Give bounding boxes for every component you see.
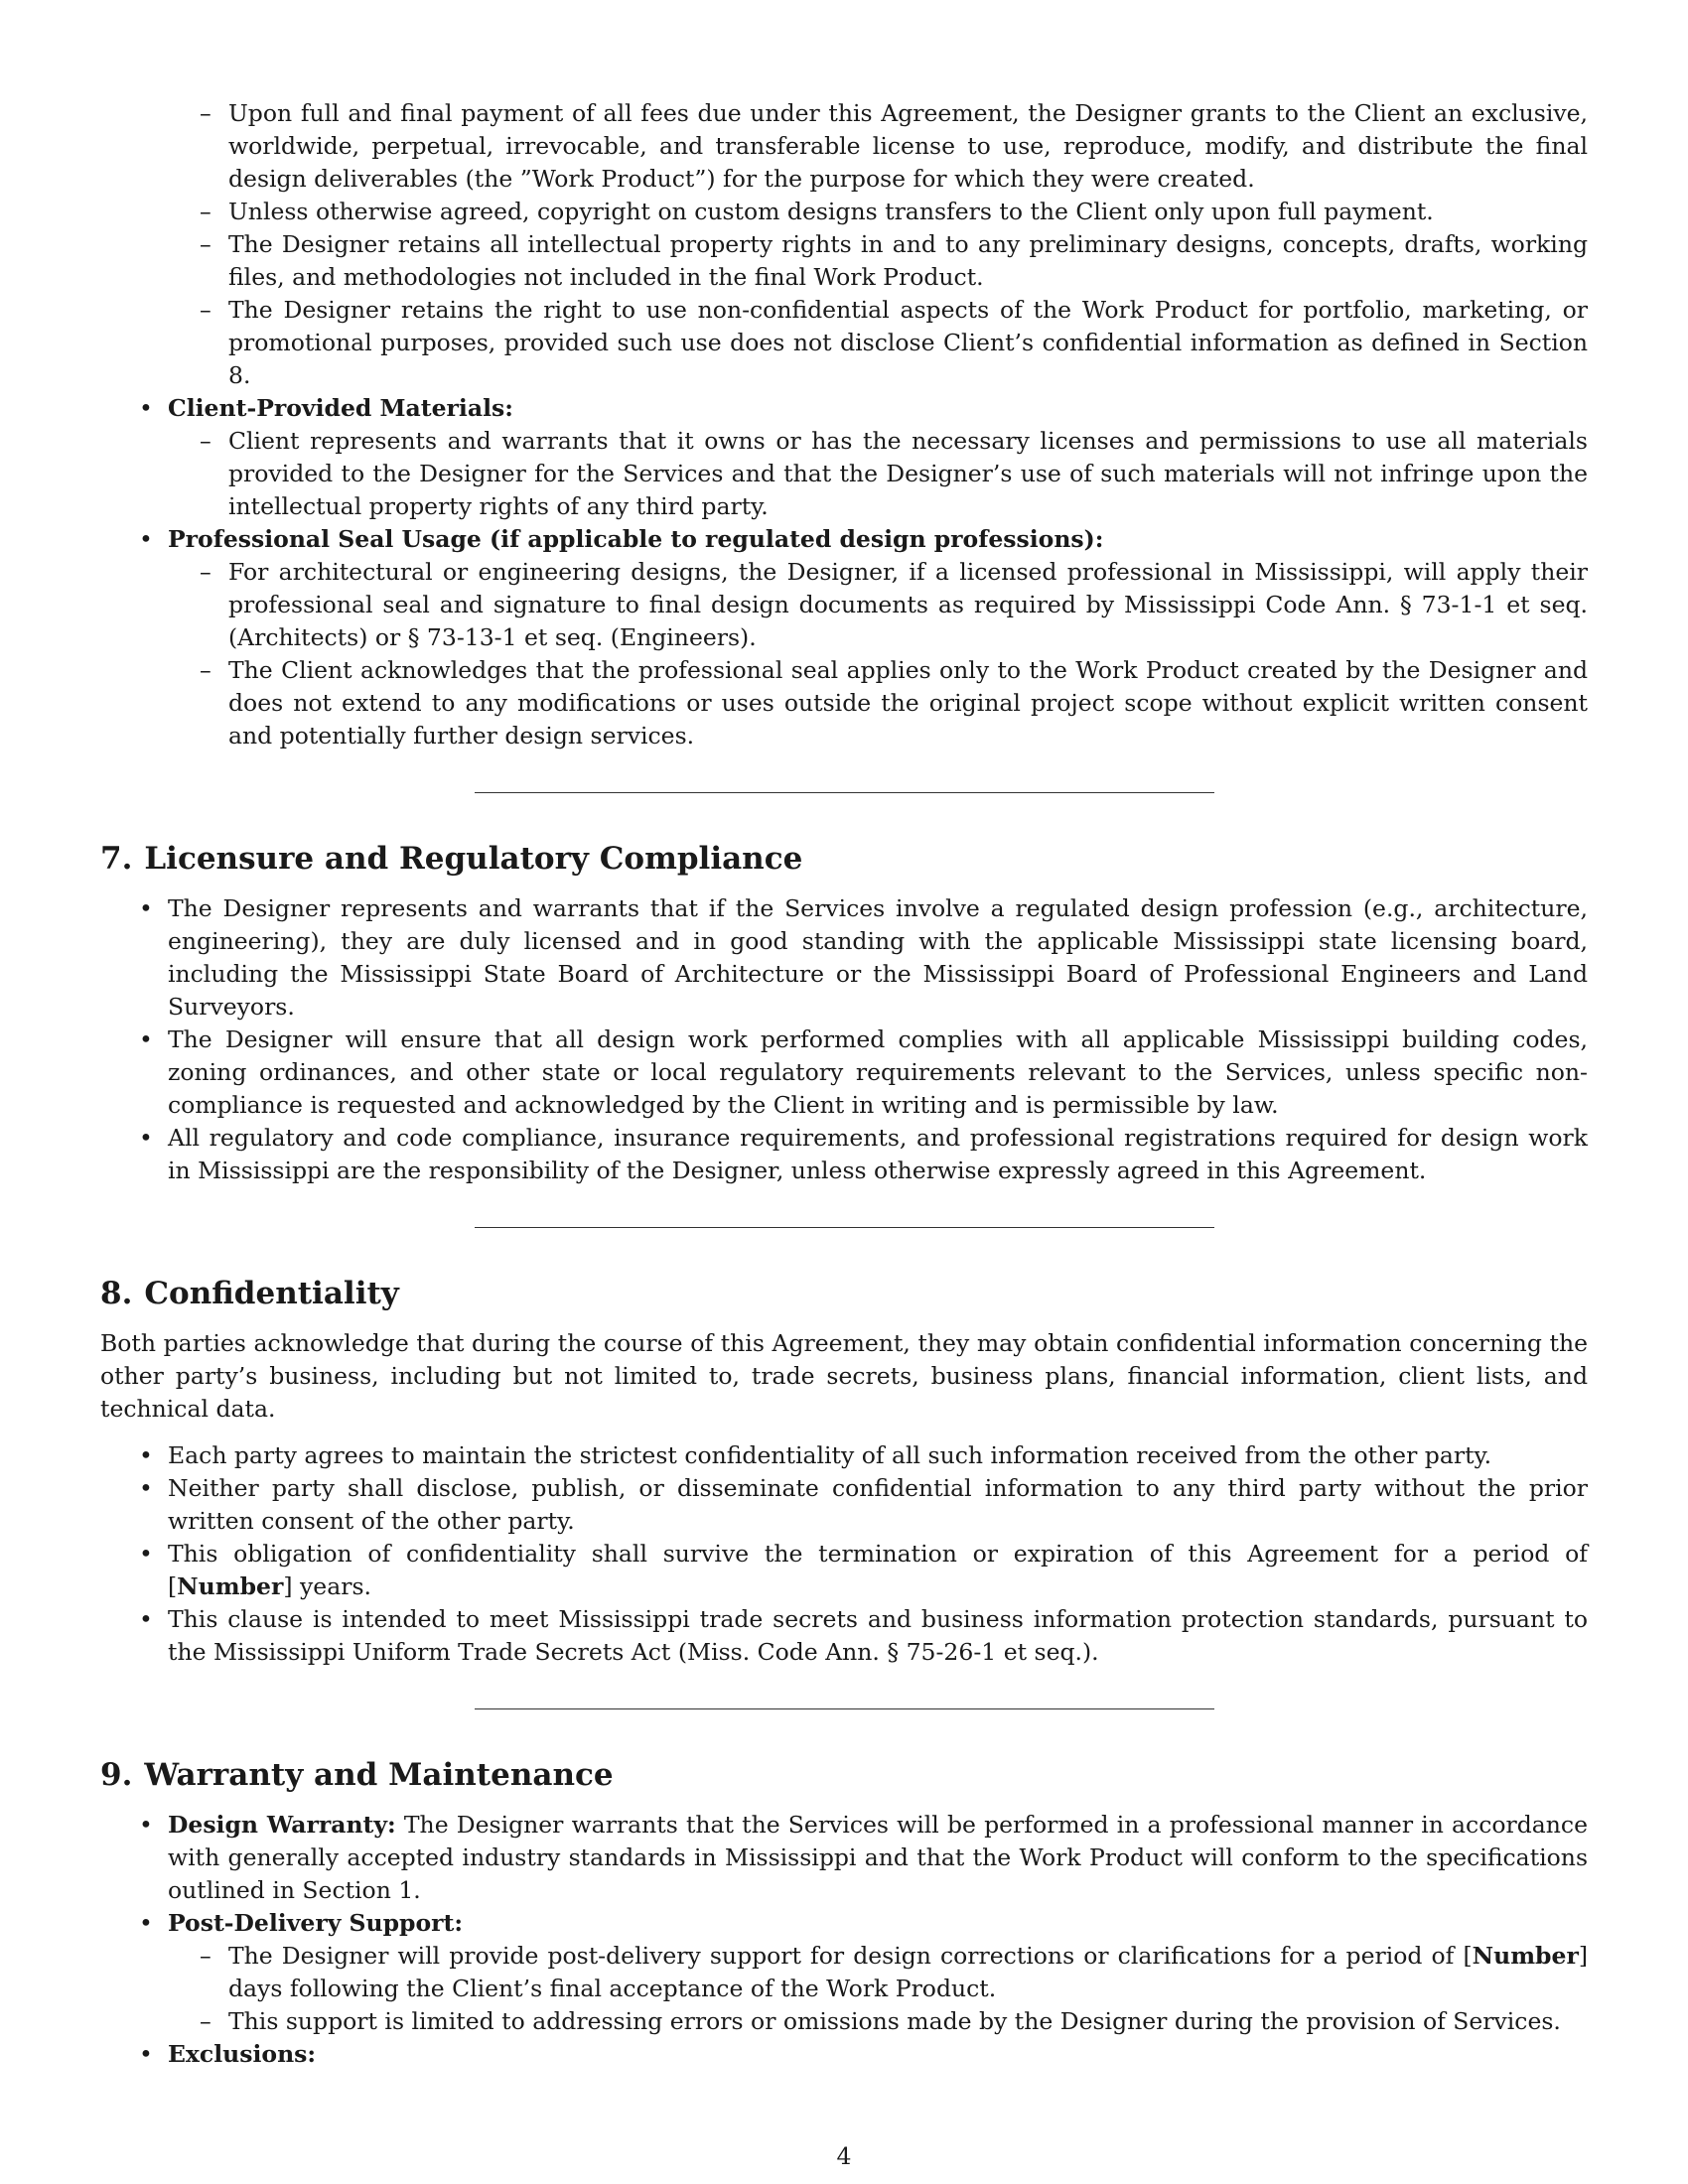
list-item: [168, 1940, 1588, 2005]
text-span: ] years.: [283, 1572, 371, 1600]
section-number: 8.: [100, 1276, 133, 1311]
section-9-heading: [100, 1755, 1588, 1795]
list-item: • This clause is intended to meet Mississippi trade secrets and business information protection standards, pursuant to the Mississippi Uniform Trade Secrets Act (Miss. Code Ann. § 75-26-1 et seq.).: [100, 1603, 1588, 1669]
client-materials-heading: Client-Provided Materials:: [168, 394, 513, 422]
client-materials-sublist: [168, 425, 1588, 523]
seal-usage-item: [100, 523, 1588, 752]
list-item: – Client represents and warrants that it owns or has the necessary licenses and permissions to use all materials provided to the Designer for the Services and that the Designer’s use of such materials will not infringe upon the intellectual property rights of any third party.: [168, 425, 1588, 523]
page-number: 4: [836, 2142, 852, 2170]
post-delivery-support-heading: Post-Delivery Support:: [168, 1909, 464, 1937]
ip-bullet-list: [100, 392, 1588, 752]
design-warranty-label: Design Warranty:: [168, 1811, 396, 1839]
section-9-list: [100, 1809, 1588, 2071]
ip-rights-list: [168, 97, 1588, 392]
post-delivery-support-item: [100, 1907, 1588, 2038]
design-warranty-text: The Designer warrants that the Services will be performed in a professional manner in accordance with generally accepted industry standards in Mississippi and that the Work Product will conform to the specifications outlined in Section 1.: [168, 1811, 1588, 1904]
design-warranty-item: [100, 1809, 1588, 1907]
seal-usage-sublist: [168, 556, 1588, 752]
list-item: • The Designer represents and warrants that if the Services involve a regulated design profession (e.g., architecture, engineering), they are duly licensed and in good standing with the applicable Mississippi state licensing board, including the Mississippi State Board of Architecture or the Mississippi Board of Professional Engineers and Land Surveyors.: [100, 892, 1588, 1024]
seal-usage-heading: Professional Seal Usage (if applicable to regulated design professions):: [168, 525, 1104, 553]
section-title: Confidentiality: [144, 1276, 399, 1311]
text-span: This obligation of confidentiality shall survive the termination or expiration of this Agreement for a period of [: [168, 1540, 1588, 1600]
list-item: – Upon full and final payment of all fees due under this Agreement, the Designer grants to the Client an exclusive, worldwide, perpetual, irrevocable, and transferable license to use, reproduce, modify, and distribute the final design deliverables (the ”Work Product”) for the purpose for which they were created.: [168, 97, 1588, 196]
section-number: 9.: [100, 1757, 133, 1793]
list-item: – The Client acknowledges that the professional seal applies only to the Work Product created by the Designer and does not extend to any modifications or uses outside the original project scope without explicit written consent and potentially further design services.: [168, 654, 1588, 752]
section-8-heading: [100, 1274, 1588, 1313]
section-divider: [475, 792, 1214, 793]
list-item: – The Designer retains all intellectual property rights in and to any preliminary designs, concepts, drafts, working files, and methodologies not included in the final Work Product.: [168, 228, 1588, 294]
section-8-intro: Both parties acknowledge that during the course of this Agreement, they may obtain confidential information concerning the other party’s business, including but not limited to, trade secrets, business plans, financial information, client lists, and technical data.: [100, 1329, 1588, 1423]
post-delivery-support-sublist: [168, 1940, 1588, 2038]
list-item: – Unless otherwise agreed, copyright on custom designs transfers to the Client only upon full payment.: [168, 196, 1588, 228]
section-title: Warranty and Maintenance: [144, 1757, 614, 1793]
list-item: • Each party agrees to maintain the strictest confidentiality of all such information received from the other party.: [100, 1439, 1588, 1472]
text-span: The Designer will provide post-delivery support for design corrections or clarifications for a period of [: [228, 1942, 1473, 1970]
section-title: Licensure and Regulatory Compliance: [144, 841, 803, 877]
exclusions-item: [100, 2038, 1588, 2071]
list-item: – For architectural or engineering designs, the Designer, if a licensed professional in Mississippi, will apply their professional seal and signature to final design documents as required by Mississippi Code Ann. § 73-1-1 et seq. (Architects) or § 73-13-1 et seq. (Engineers).: [168, 556, 1588, 654]
placeholder-number: Number: [177, 1572, 284, 1600]
client-materials-item: [100, 392, 1588, 523]
section-7-heading: [100, 839, 1588, 879]
text-span: ] days following the Client’s final acceptance of the Work Product.: [228, 1942, 1588, 2002]
section-divider: [475, 1227, 1214, 1228]
list-item: • The Designer will ensure that all design work performed complies with all applicable Mississippi building codes, zoning ordinances, and other state or local regulatory requirements relevant to the Services, unless specific non-compliance is requested and acknowledged by the Client in writing and is permissible by law.: [100, 1024, 1588, 1122]
section-number: 7.: [100, 841, 133, 877]
section-divider: [475, 1708, 1214, 1709]
list-item: • All regulatory and code compliance, insurance requirements, and professional registrations required for design work in Mississippi are the responsibility of the Designer, unless otherwise expressly agreed in this Agreement.: [100, 1122, 1588, 1187]
section-7-list: [100, 892, 1588, 1187]
placeholder-number: Number: [1472, 1942, 1579, 1970]
exclusions-heading: Exclusions:: [168, 2040, 317, 2068]
list-item: – This support is limited to addressing errors or omissions made by the Designer during the provision of Services.: [168, 2005, 1588, 2038]
list-item: – The Designer retains the right to use non-confidential aspects of the Work Product for portfolio, marketing, or promotional purposes, provided such use does not disclose Client’s confidential information as defined in Section 8.: [168, 294, 1588, 392]
section-8-list: [100, 1439, 1588, 1669]
list-item: • Neither party shall disclose, publish, or disseminate confidential information to any third party without the prior written consent of the other party.: [100, 1472, 1588, 1538]
list-item: [100, 1538, 1588, 1603]
